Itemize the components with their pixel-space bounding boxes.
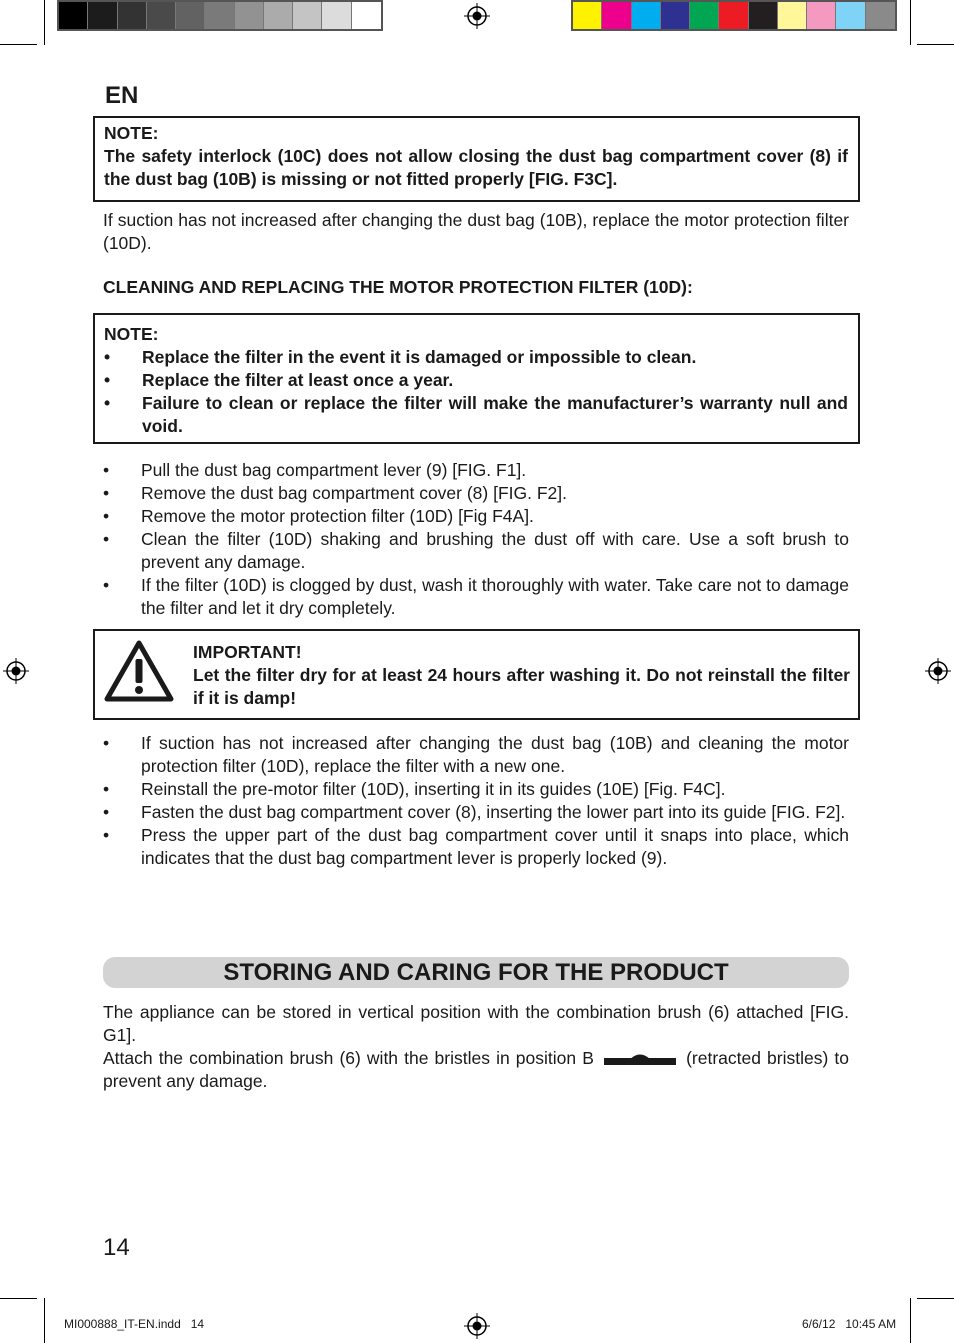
color-swatch [235,2,264,29]
list-item: • Press the upper part of the dust bag compartment cover until it snaps into place, which indicates that the dust bag compartment lever is properly locked (9). [103,824,849,870]
color-swatch [573,2,602,29]
storing-paragraph [103,1001,849,1093]
registration-mark-icon [3,658,29,684]
color-swatch [778,2,807,29]
process-color-bar [571,0,897,31]
color-swatch [147,2,176,29]
file-slug: MI000888_IT-EN.indd 14 [64,1317,205,1331]
list-item: • If the filter (10D) is clogged by dust, wash it thoroughly with water. Take care not to damage the filter and let it dry completely. [103,574,849,620]
color-swatch [690,2,719,29]
section-heading: STORING AND CARING FOR THE PRODUCT [103,957,849,988]
color-swatch [352,2,381,29]
color-swatch [59,2,88,29]
crop-mark [44,0,45,45]
note-item: • Replace the filter at least once a year. [104,369,848,392]
note-box [93,313,860,444]
crop-mark [0,1298,37,1299]
registration-mark-icon [464,1313,490,1339]
crop-mark [910,1298,911,1343]
list-item: • Remove the motor protection filter (10D) [Fig F4A]. [103,505,849,528]
note-box [93,116,860,202]
color-swatch [632,2,661,29]
note-item: • Failure to clean or replace the filter will make the manufacturer’s warranty null and void. [104,392,848,438]
paragraph: If suction has not increased after changing the dust bag (10B), replace the motor protection filter (10D). [103,210,849,253]
important-text: Let the filter dry for at least 24 hours after washing it. Do not reinstall the filter if it is damp! [193,665,850,708]
crop-mark [917,1298,954,1299]
crop-mark [917,44,954,45]
color-swatch [118,2,147,29]
note-label: NOTE: [104,123,159,143]
list-item: • Remove the dust bag compartment cover (8) [FIG. F2]. [103,482,849,505]
brush-bristles-retracted-icon [604,1052,676,1066]
color-swatch [602,2,631,29]
color-swatch [322,2,351,29]
crop-mark [44,1298,45,1343]
color-swatch [88,2,117,29]
step-list [103,732,849,870]
language-label: EN [105,82,139,109]
date-slug: 6/6/12 10:45 AM [802,1317,897,1331]
storing-text: (retracted bristles) to prevent any damage. [103,1048,849,1091]
list-item: • Reinstall the pre-motor filter (10D), inserting it in its guides (10E) [Fig. F4C]. [103,778,849,801]
note-text: The safety interlock (10C) does not allow closing the dust bag compartment cover (8) if the dust bag (10B) is missing or not fitted properly [FIG. F3C]. [104,146,848,189]
color-swatch [836,2,865,29]
warning-triangle-icon [103,639,175,703]
note-item: • Replace the filter in the event it is damaged or impossible to clean. [104,346,848,369]
color-swatch [661,2,690,29]
color-swatch [176,2,205,29]
color-swatch [293,2,322,29]
registration-mark-icon [925,658,951,684]
step-list [103,459,849,620]
color-swatch [264,2,293,29]
important-box [93,629,860,720]
grayscale-color-bar [57,0,383,31]
list-item: • If suction has not increased after changing the dust bag (10B) and cleaning the motor protection filter (10D), replace the filter with a new one. [103,732,849,778]
list-item: • Pull the dust bag compartment lever (9) [FIG. F1]. [103,459,849,482]
note-label: NOTE: [104,324,159,344]
color-swatch [807,2,836,29]
color-swatch [749,2,778,29]
color-swatch [205,2,234,29]
important-label: IMPORTANT! [193,642,302,662]
list-item: • Fasten the dust bag compartment cover (8), inserting the lower part into its guide [FIG. F2]. [103,801,849,824]
list-item: • Clean the filter (10D) shaking and brushing the dust off with care. Use a soft brush to prevent any damage. [103,528,849,574]
storing-line: The appliance can be stored in vertical position with the combination brush (6) attached [FIG. G1]. [103,1002,849,1045]
crop-mark [0,44,37,45]
color-swatch [719,2,748,29]
color-swatch [866,2,895,29]
page-number: 14 [103,1234,130,1261]
storing-line [103,1047,849,1093]
registration-mark-icon [464,3,490,29]
section-title: CLEANING AND REPLACING THE MOTOR PROTECTION FILTER (10D): [103,277,693,297]
storing-text: Attach the combination brush (6) with the bristles in position B [103,1048,594,1068]
crop-mark [910,0,911,45]
